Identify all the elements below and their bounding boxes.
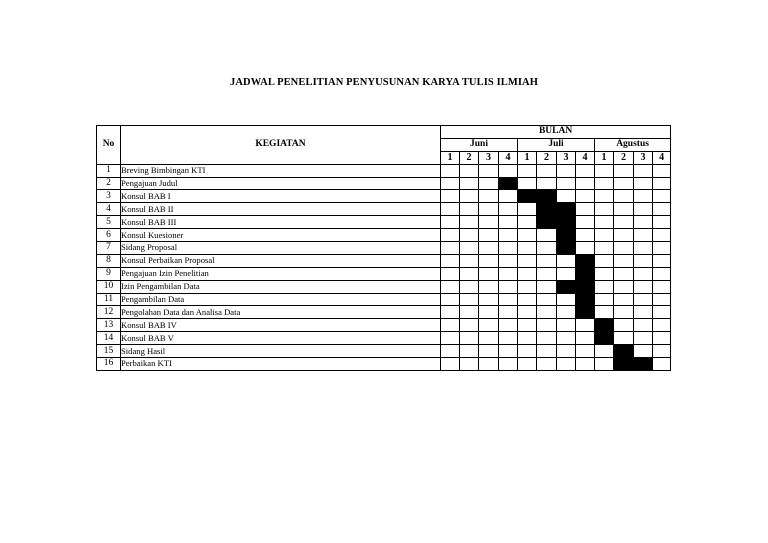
table-row [97,280,671,293]
schedule-table [96,125,671,371]
schedule-cell-filled [537,216,557,229]
table-row [97,216,671,229]
row-number: 10 [97,280,121,293]
schedule-cell [441,293,460,306]
schedule-cell [557,177,576,190]
schedule-cell [634,190,653,203]
schedule-cell [614,242,634,255]
schedule-cell [460,319,479,332]
schedule-cell [441,345,460,358]
schedule-cell [634,203,653,216]
schedule-cell [479,229,499,242]
schedule-cell-filled [537,190,557,203]
schedule-cell [460,164,479,177]
schedule-cell-filled [557,280,576,293]
header-month-group: BULAN [441,126,671,139]
schedule-cell [595,293,614,306]
schedule-cell [479,358,499,371]
schedule-cell [653,242,671,255]
schedule-cell [634,242,653,255]
schedule-cell [499,216,518,229]
schedule-cell [479,177,499,190]
table-row [97,254,671,267]
week-header: 1 [518,151,537,164]
schedule-cell [634,280,653,293]
week-header: 1 [441,151,460,164]
schedule-cell [595,254,614,267]
schedule-cell [479,203,499,216]
schedule-cell [479,280,499,293]
schedule-cell-filled [634,358,653,371]
schedule-cell [634,216,653,229]
activity-name: Perbaikan KTI [121,358,441,371]
schedule-cell [460,190,479,203]
schedule-cell [595,345,614,358]
schedule-cell [460,345,479,358]
row-number: 12 [97,306,121,319]
schedule-cell [518,345,537,358]
schedule-cell [557,254,576,267]
schedule-cell [518,254,537,267]
month-header-juli: Juli [518,138,595,151]
schedule-cell [653,345,671,358]
schedule-cell [441,332,460,345]
schedule-cell [634,306,653,319]
schedule-body [97,164,671,370]
schedule-cell [479,164,499,177]
schedule-cell-filled [518,190,537,203]
row-number: 2 [97,177,121,190]
schedule-cell [460,293,479,306]
schedule-cell [653,358,671,371]
schedule-cell-filled [557,203,576,216]
schedule-cell [634,254,653,267]
activity-name: Sidang Hasil [121,345,441,358]
schedule-cell [653,280,671,293]
schedule-cell [634,164,653,177]
month-header-juni: Juni [441,138,518,151]
schedule-cell [518,216,537,229]
week-header: 4 [576,151,595,164]
activity-name: Pengajuan Izin Penelitian [121,267,441,280]
schedule-cell [499,190,518,203]
schedule-cell [595,267,614,280]
schedule-cell [576,177,595,190]
schedule-cell [537,332,557,345]
schedule-cell [499,319,518,332]
schedule-cell-filled [537,203,557,216]
table-row [97,306,671,319]
row-number: 5 [97,216,121,229]
schedule-cell [653,190,671,203]
schedule-cell [537,229,557,242]
schedule-cell [518,267,537,280]
activity-name: Breving Bimbingan KTI [121,164,441,177]
schedule-cell [595,280,614,293]
activity-name: Konsul BAB II [121,203,441,216]
schedule-cell-filled [595,319,614,332]
schedule-cell [537,254,557,267]
schedule-cell [576,332,595,345]
schedule-cell [460,306,479,319]
week-header: 3 [479,151,499,164]
schedule-cell [441,319,460,332]
activity-name: Konsul Perbaikan Proposal [121,254,441,267]
schedule-cell [441,242,460,255]
schedule-cell [653,164,671,177]
schedule-cell [460,254,479,267]
week-header: 2 [614,151,634,164]
schedule-cell-filled [595,332,614,345]
schedule-cell [653,306,671,319]
schedule-cell [595,306,614,319]
schedule-cell [653,216,671,229]
schedule-cell [499,293,518,306]
header-activity: KEGIATAN [121,126,441,165]
schedule-cell [441,280,460,293]
schedule-cell [557,164,576,177]
schedule-cell [653,229,671,242]
schedule-cell [595,229,614,242]
schedule-cell [441,358,460,371]
schedule-cell [653,177,671,190]
schedule-cell-filled [576,280,595,293]
schedule-cell [537,242,557,255]
schedule-cell [614,280,634,293]
schedule-cell [460,280,479,293]
row-number: 11 [97,293,121,306]
activity-name: Izin Pengambilan Data [121,280,441,293]
schedule-cell-filled [557,229,576,242]
schedule-cell [441,229,460,242]
schedule-cell [499,203,518,216]
schedule-cell [595,242,614,255]
table-row [97,358,671,371]
week-header: 1 [595,151,614,164]
week-header: 4 [653,151,671,164]
schedule-cell [518,177,537,190]
schedule-cell [499,267,518,280]
schedule-cell [595,164,614,177]
schedule-cell [634,332,653,345]
schedule-cell [479,190,499,203]
schedule-cell [479,293,499,306]
row-number: 4 [97,203,121,216]
table-row [97,229,671,242]
schedule-cell [537,358,557,371]
schedule-cell-filled [576,254,595,267]
schedule-cell [614,293,634,306]
schedule-cell [557,267,576,280]
schedule-cell [614,267,634,280]
schedule-cell [537,280,557,293]
row-number: 9 [97,267,121,280]
row-number: 8 [97,254,121,267]
row-number: 6 [97,229,121,242]
schedule-cell [653,254,671,267]
schedule-cell [634,229,653,242]
schedule-cell [499,306,518,319]
schedule-cell [576,229,595,242]
schedule-cell [614,254,634,267]
schedule-cell [614,164,634,177]
schedule-cell [441,177,460,190]
schedule-cell [441,267,460,280]
table-row [97,164,671,177]
schedule-cell [634,177,653,190]
schedule-header [97,126,671,165]
schedule-cell-filled [557,242,576,255]
schedule-cell [460,332,479,345]
activity-name: Konsul BAB III [121,216,441,229]
row-number: 14 [97,332,121,345]
row-number: 3 [97,190,121,203]
week-header: 2 [537,151,557,164]
schedule-cell-filled [576,306,595,319]
schedule-cell [653,332,671,345]
schedule-cell [576,164,595,177]
row-number: 16 [97,358,121,371]
schedule-cell [518,203,537,216]
schedule-cell [576,345,595,358]
schedule-cell-filled [499,177,518,190]
schedule-cell [441,306,460,319]
schedule-cell [441,216,460,229]
schedule-cell [518,242,537,255]
schedule-cell [479,242,499,255]
schedule-cell [537,177,557,190]
schedule-cell [557,345,576,358]
header-no: No [97,126,121,165]
table-row [97,203,671,216]
schedule-cell [499,164,518,177]
row-number: 15 [97,345,121,358]
table-row [97,345,671,358]
schedule-cell [479,267,499,280]
activity-name: Konsul BAB IV [121,319,441,332]
schedule-cell [595,216,614,229]
schedule-cell-filled [576,293,595,306]
schedule-cell [518,229,537,242]
table-row [97,293,671,306]
schedule-cell [479,319,499,332]
schedule-cell [614,216,634,229]
schedule-cell [557,293,576,306]
schedule-cell [460,203,479,216]
activity-name: Pengolahan Data dan Analisa Data [121,306,441,319]
activity-name: Konsul BAB V [121,332,441,345]
schedule-cell [479,306,499,319]
week-header: 3 [634,151,653,164]
schedule-cell [614,306,634,319]
schedule-cell [499,345,518,358]
schedule-cell [614,319,634,332]
week-header: 3 [557,151,576,164]
schedule-cell [518,332,537,345]
table-row [97,267,671,280]
schedule-cell [557,306,576,319]
schedule-cell-filled [614,358,634,371]
schedule-cell [518,280,537,293]
schedule-cell [595,358,614,371]
row-number: 13 [97,319,121,332]
month-header-agustus: Agustus [595,138,671,151]
schedule-cell [518,319,537,332]
schedule-cell [441,203,460,216]
schedule-cell [499,254,518,267]
table-row [97,242,671,255]
schedule-cell [460,267,479,280]
schedule-cell [557,319,576,332]
activity-name: Sidang Proposal [121,242,441,255]
schedule-cell [614,177,634,190]
schedule-cell-filled [576,267,595,280]
schedule-cell [537,164,557,177]
schedule-cell-filled [614,345,634,358]
schedule-cell-filled [557,216,576,229]
schedule-cell [634,319,653,332]
schedule-cell [537,293,557,306]
schedule-cell [518,293,537,306]
schedule-cell [460,229,479,242]
schedule-cell [595,177,614,190]
schedule-cell [614,190,634,203]
schedule-cell [634,267,653,280]
schedule-cell [479,254,499,267]
schedule-cell [460,358,479,371]
schedule-cell [518,306,537,319]
schedule-cell [537,306,557,319]
activity-name: Konsul Kuesioner [121,229,441,242]
row-number: 7 [97,242,121,255]
schedule-cell [576,190,595,203]
schedule-cell [518,358,537,371]
schedule-cell [479,332,499,345]
schedule-cell [479,345,499,358]
schedule-cell [576,319,595,332]
schedule-cell [441,254,460,267]
schedule-cell [499,229,518,242]
schedule-cell [557,358,576,371]
schedule-cell [557,190,576,203]
schedule-cell [614,332,634,345]
schedule-cell [537,345,557,358]
schedule-cell [499,280,518,293]
schedule-cell [653,267,671,280]
table-row [97,319,671,332]
schedule-cell [576,358,595,371]
schedule-cell [557,332,576,345]
week-header: 4 [499,151,518,164]
schedule-cell [499,242,518,255]
schedule-cell [499,332,518,345]
activity-name: Pengambilan Data [121,293,441,306]
schedule-cell [576,242,595,255]
schedule-cell [653,319,671,332]
schedule-cell [614,203,634,216]
schedule-cell [537,319,557,332]
table-row [97,190,671,203]
schedule-cell [499,358,518,371]
document-title: JADWAL PENELITIAN PENYUSUNAN KARYA TULIS ILMIAH [229,77,538,88]
schedule-cell [441,164,460,177]
schedule-cell [595,190,614,203]
schedule-cell [614,229,634,242]
schedule-cell [576,203,595,216]
schedule-cell [479,216,499,229]
schedule-cell [537,267,557,280]
schedule-cell [653,203,671,216]
schedule-cell [653,293,671,306]
table-row [97,332,671,345]
schedule-cell [595,203,614,216]
schedule-cell [460,177,479,190]
week-header: 2 [460,151,479,164]
table-row [97,177,671,190]
schedule-cell [576,216,595,229]
schedule-cell [441,190,460,203]
activity-name: Konsul BAB I [121,190,441,203]
schedule-cell [634,293,653,306]
schedule-cell [518,164,537,177]
schedule-cell [634,345,653,358]
schedule-cell [460,242,479,255]
row-number: 1 [97,164,121,177]
activity-name: Pengajuan Judul [121,177,441,190]
schedule-cell [460,216,479,229]
